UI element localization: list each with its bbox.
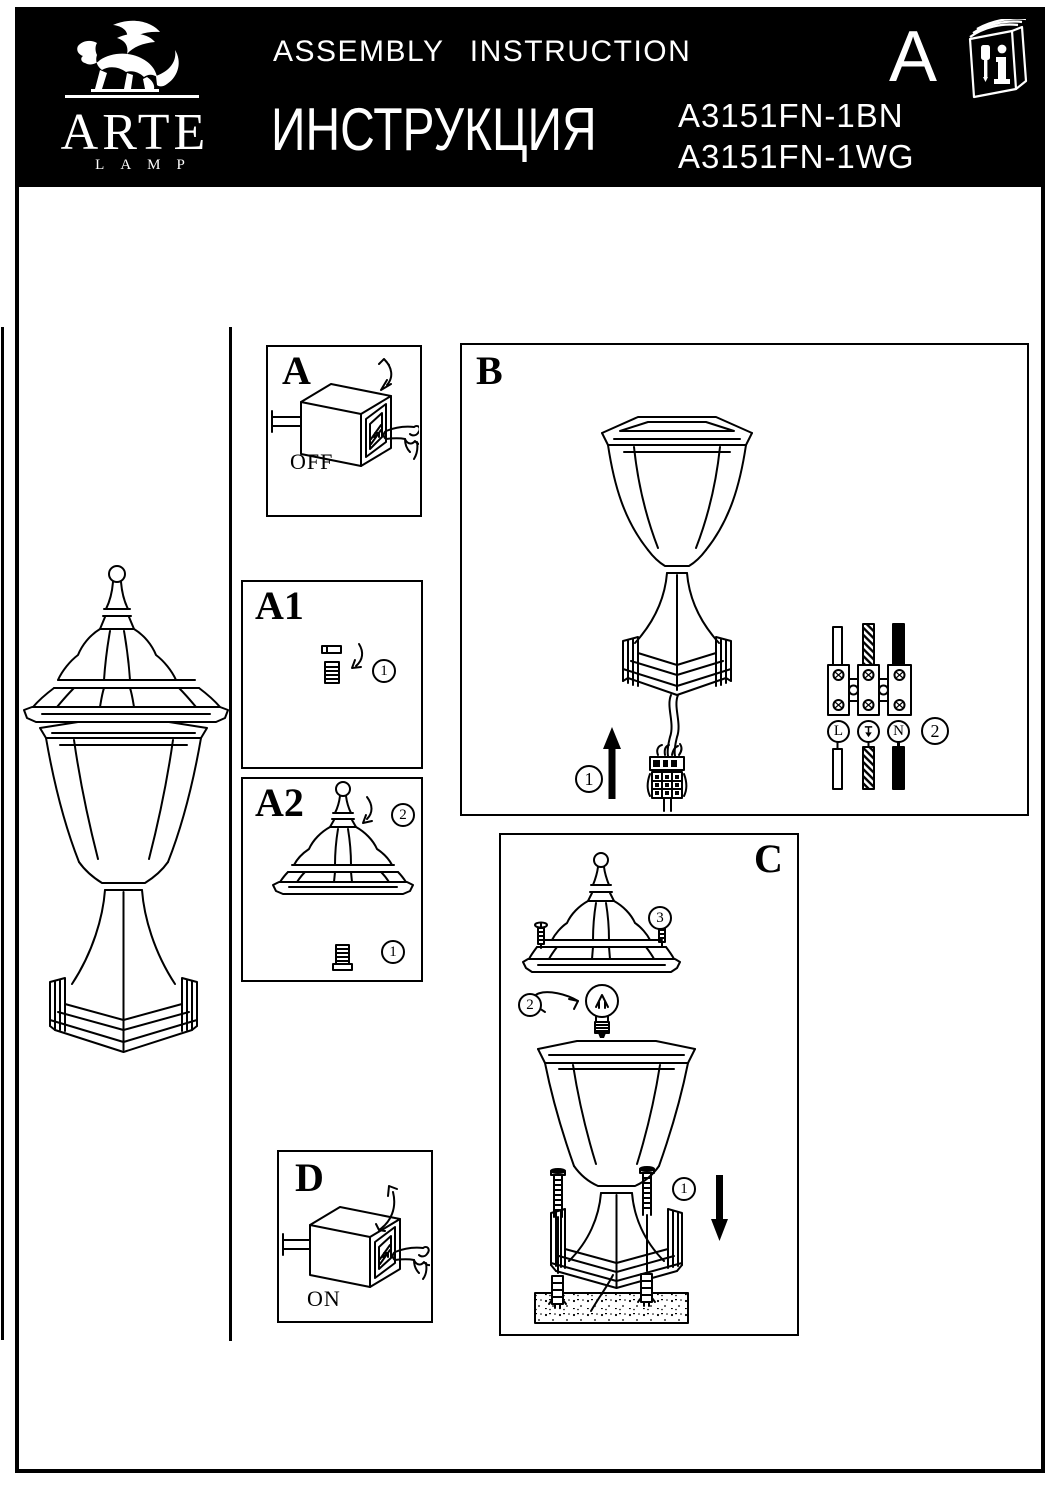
book-info-screwdriver-icon <box>950 19 1042 101</box>
section-letter: A <box>889 17 938 97</box>
panel-a-label: A <box>282 348 311 393</box>
figure-box-left-line <box>1 327 4 1340</box>
panel-a1 <box>241 580 423 769</box>
step-2-badge: 2 <box>921 717 949 745</box>
panel-d <box>277 1150 433 1323</box>
step-2-badge: 2 <box>391 803 415 827</box>
brand-name: ARTE <box>60 104 210 161</box>
panel-a2-label: A2 <box>255 780 304 825</box>
model-number-2: A3151FN-1WG <box>678 138 915 175</box>
switch-off-drawing <box>268 347 419 514</box>
model-numbers <box>678 95 915 177</box>
panel-a-caption: OFF <box>290 449 334 474</box>
step-3-badge: 3 <box>648 906 672 930</box>
header-band <box>15 7 1045 187</box>
panel-c-label: C <box>754 836 783 881</box>
panel-a <box>266 345 422 517</box>
logo-divider <box>65 95 199 98</box>
lamp-assembled-drawing <box>8 552 233 1064</box>
earth-ground-symbol <box>857 720 880 743</box>
title-english: ASSEMBLY INSTRUCTION <box>273 35 692 68</box>
brand-subname: LAMP <box>95 157 201 173</box>
panel-b <box>460 343 1029 816</box>
terminal-n-badge: N <box>887 720 910 743</box>
step-2-badge: 2 <box>518 993 542 1017</box>
panel-a2 <box>241 777 423 982</box>
step-1-badge: 1 <box>575 765 603 793</box>
panel-c <box>499 833 799 1336</box>
step-1-badge: 1 <box>372 659 396 683</box>
switch-on-drawing <box>279 1152 430 1320</box>
griffin-lion-icon <box>67 19 202 95</box>
panel-b-label: B <box>476 348 503 393</box>
step-1-badge: 1 <box>672 1177 696 1201</box>
panel-d-caption: ON <box>307 1286 341 1311</box>
lamp-mounting-drawing <box>501 835 796 1333</box>
panel-d-label: D <box>295 1155 324 1200</box>
model-number-1: A3151FN-1BN <box>678 97 904 134</box>
step-1-badge: 1 <box>381 940 405 964</box>
panel-a1-label: A1 <box>255 583 304 628</box>
terminal-l-badge: L <box>827 720 850 743</box>
title-russian: ИНСТРУКЦИЯ <box>271 96 597 163</box>
